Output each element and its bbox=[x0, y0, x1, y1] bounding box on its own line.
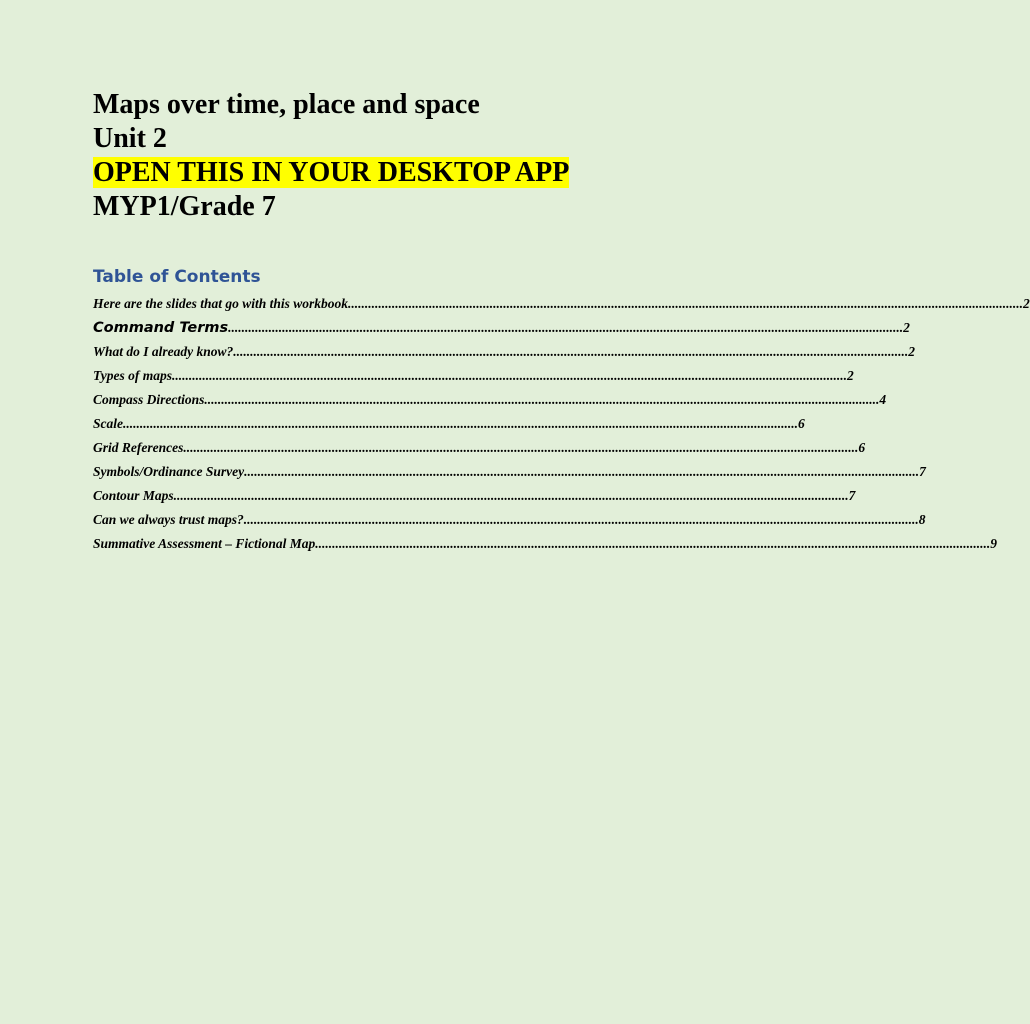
toc-entry-page: 9 bbox=[990, 536, 998, 551]
toc-entry[interactable] bbox=[93, 512, 926, 536]
toc-entry-page: 6 bbox=[858, 440, 866, 455]
toc-entry-text: Compass Directions bbox=[93, 392, 205, 407]
toc-entry-text: Symbols/Ordinance Survey bbox=[93, 464, 245, 479]
toc-entry-page: 6 bbox=[798, 416, 805, 431]
toc-entry-text: Command Terms bbox=[93, 320, 229, 336]
toc-leader-dots: ........................................................................................................................................................................................................ bbox=[233, 344, 909, 359]
toc-leader-dots: ........................................................................................................................................................................................................ bbox=[348, 296, 1024, 311]
toc-entry-text: Grid References bbox=[93, 440, 184, 455]
toc-entry-text: Scale bbox=[93, 416, 123, 431]
toc-entry-text: Contour Maps bbox=[93, 488, 174, 503]
grade-label: MYP1/Grade 7 bbox=[93, 191, 276, 222]
toc-entry-page: 2 bbox=[846, 368, 854, 383]
toc-leader-dots: ........................................................................................................................................................................................................ bbox=[123, 416, 798, 431]
toc-leader-dots: ........................................................................................................................................................................................................ bbox=[244, 464, 920, 479]
toc-entry[interactable] bbox=[93, 296, 1030, 320]
toc-entry[interactable] bbox=[93, 440, 866, 464]
toc-entry-page: 4 bbox=[879, 392, 887, 407]
document-title: Maps over time, place and space bbox=[93, 89, 480, 120]
toc-entry-text: Types of maps bbox=[93, 368, 172, 383]
toc-entry[interactable] bbox=[93, 392, 887, 416]
toc-leader-dots: ........................................................................................................................................................................................................ bbox=[173, 488, 849, 503]
toc-entry-text: What do I already know? bbox=[93, 344, 234, 359]
toc-entry[interactable] bbox=[93, 536, 998, 560]
toc-entry[interactable] bbox=[93, 464, 926, 488]
toc-entry-text: Here are the slides that go with this workbook bbox=[93, 296, 349, 311]
toc-entry-page: 2 bbox=[903, 320, 910, 335]
highlighted-text: OPEN THIS IN YOUR DESKTOP APP bbox=[93, 157, 570, 188]
toc-entry-text: Can we always trust maps? bbox=[93, 512, 244, 527]
toc-entry[interactable] bbox=[93, 488, 856, 512]
document-page bbox=[93, 88, 1030, 560]
toc-entry-page: 8 bbox=[918, 512, 926, 527]
toc-entry-page: 7 bbox=[848, 488, 856, 503]
toc-leader-dots: ........................................................................................................................................................................................................ bbox=[228, 320, 904, 335]
toc-leader-dots: ........................................................................................................................................................................................................ bbox=[204, 392, 880, 407]
toc-leader-dots: ........................................................................................................................................................................................................ bbox=[183, 440, 859, 455]
toc-entry-page: 7 bbox=[919, 464, 926, 479]
toc-entry-page: 2 bbox=[1023, 296, 1030, 311]
toc-leader-dots: ........................................................................................................................................................................................................ bbox=[243, 512, 919, 527]
toc-list bbox=[93, 296, 1030, 560]
desktop-app-notice bbox=[93, 156, 673, 190]
toc-entry[interactable] bbox=[93, 368, 854, 392]
toc-heading: Table of Contents bbox=[93, 267, 261, 287]
unit-label: Unit 2 bbox=[93, 123, 167, 154]
toc-entry[interactable] bbox=[93, 416, 805, 440]
toc-leader-dots: ........................................................................................................................................................................................................ bbox=[315, 536, 991, 551]
toc-entry-page: 2 bbox=[908, 344, 916, 359]
toc-entry-text: Summative Assessment – Fictional Map bbox=[93, 536, 316, 551]
toc-leader-dots: ........................................................................................................................................................................................................ bbox=[171, 368, 847, 383]
toc-entry[interactable] bbox=[93, 320, 910, 344]
toc-entry[interactable] bbox=[93, 344, 916, 368]
